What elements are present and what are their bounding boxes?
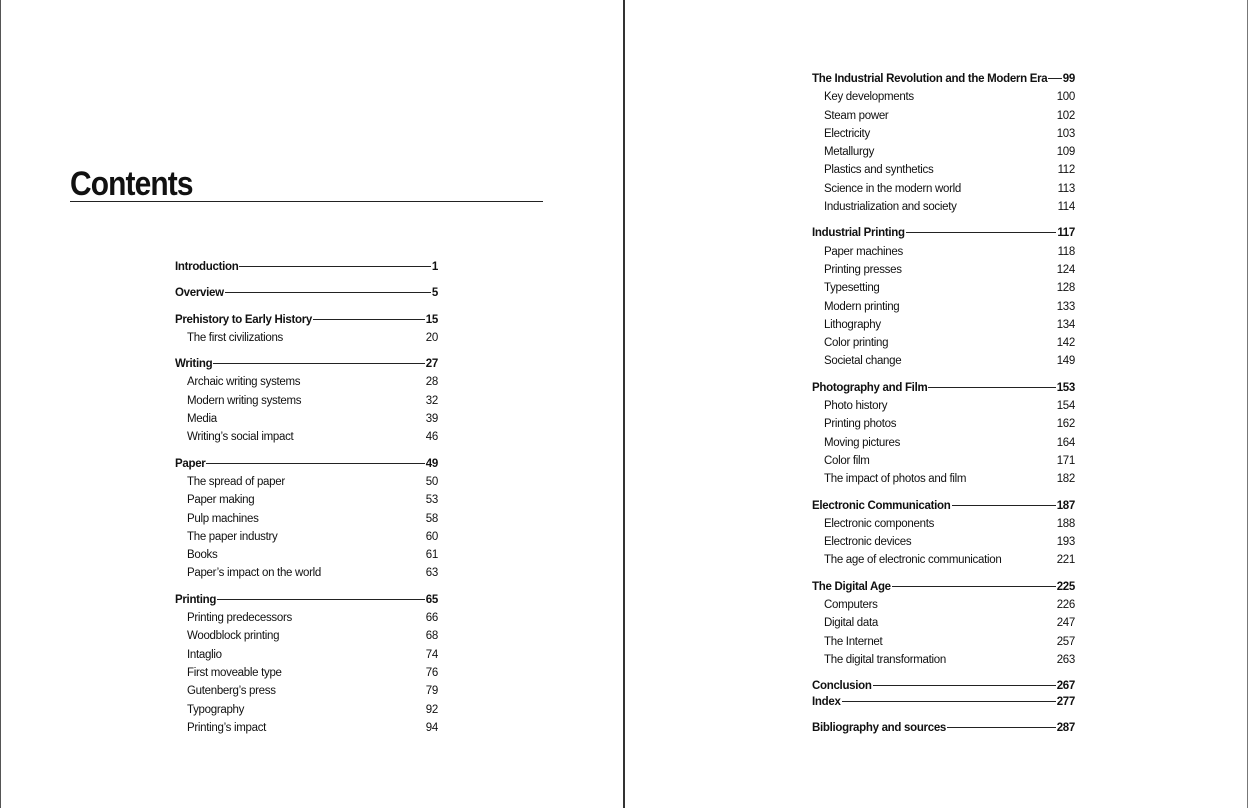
subsection-title: Lithography bbox=[824, 318, 881, 331]
toc-section bbox=[175, 284, 438, 302]
subsection-title: Gutenberg’s press bbox=[187, 685, 276, 698]
chapter-page-number: 117 bbox=[1057, 227, 1075, 240]
subsection-page-number: 162 bbox=[1056, 418, 1075, 431]
subsection-title: Archaic writing systems bbox=[187, 376, 301, 389]
toc-chapter-entry[interactable] bbox=[175, 311, 438, 329]
toc-section bbox=[812, 379, 1075, 489]
subsection-title: Moving pictures bbox=[824, 436, 901, 449]
toc-subsection-entry[interactable] bbox=[812, 125, 1075, 143]
chapter-title: Industrial Printing bbox=[812, 227, 905, 240]
chapter-page-number: 27 bbox=[425, 358, 438, 371]
page-title: Contents bbox=[70, 165, 193, 203]
chapter-title: Prehistory to Early History bbox=[175, 313, 312, 326]
subsection-page-number: 109 bbox=[1056, 146, 1075, 159]
leader-line bbox=[213, 363, 425, 364]
toc-subsection-entry[interactable] bbox=[812, 434, 1075, 452]
leader-line bbox=[842, 701, 1056, 702]
toc-subsection-entry[interactable] bbox=[175, 701, 438, 719]
subsection-title: Electronic components bbox=[824, 517, 935, 530]
subsection-page-number: 128 bbox=[1056, 282, 1075, 295]
subsection-page-number: 68 bbox=[425, 630, 438, 643]
leader-line bbox=[906, 232, 1057, 233]
toc-subsection-entry[interactable] bbox=[175, 410, 438, 428]
toc-section bbox=[175, 591, 438, 737]
toc-subsection-entry[interactable] bbox=[812, 298, 1075, 316]
subsection-title: Woodblock printing bbox=[187, 630, 280, 643]
subsection-page-number: 193 bbox=[1056, 536, 1075, 549]
toc-subsection-entry[interactable] bbox=[175, 392, 438, 410]
toc-chapter-entry[interactable] bbox=[812, 70, 1075, 88]
chapter-title: Introduction bbox=[175, 261, 239, 273]
toc-subsection-entry[interactable] bbox=[812, 198, 1075, 216]
subsection-page-number: 102 bbox=[1056, 109, 1075, 122]
subsection-title: The Internet bbox=[824, 635, 883, 648]
toc-section bbox=[812, 719, 1075, 737]
subsection-title: Plastics and synthetics bbox=[824, 164, 934, 177]
subsection-page-number: 112 bbox=[1057, 164, 1075, 177]
subsection-page-number: 92 bbox=[425, 703, 438, 716]
subsection-page-number: 124 bbox=[1056, 263, 1075, 276]
subsection-page-number: 113 bbox=[1057, 182, 1075, 195]
subsection-title: Books bbox=[187, 549, 218, 562]
subsection-title: The impact of photos and film bbox=[824, 473, 967, 486]
toc-section bbox=[812, 70, 1075, 216]
subsection-title: The spread of paper bbox=[187, 475, 285, 488]
subsection-title: Photo history bbox=[824, 400, 888, 413]
leader-line bbox=[217, 599, 425, 600]
toc-subsection-entry[interactable] bbox=[812, 415, 1075, 433]
toc-subsection-entry[interactable] bbox=[812, 243, 1075, 261]
toc-subsection-entry[interactable] bbox=[812, 397, 1075, 415]
toc-subsection-entry[interactable] bbox=[812, 279, 1075, 297]
subsection-page-number: 58 bbox=[425, 512, 438, 525]
subsection-title: Digital data bbox=[824, 617, 878, 630]
toc-subsection-entry[interactable] bbox=[175, 682, 438, 700]
subsection-title: The first civilizations bbox=[187, 331, 283, 344]
chapter-title: Photography and Film bbox=[812, 381, 928, 394]
toc-subsection-entry[interactable] bbox=[812, 261, 1075, 279]
chapter-title: Paper bbox=[175, 457, 206, 470]
toc-chapter-entry[interactable] bbox=[812, 379, 1075, 397]
toc-subsection-entry[interactable] bbox=[812, 316, 1075, 334]
leader-line bbox=[313, 319, 425, 320]
chapter-page-number: 1 bbox=[431, 261, 438, 273]
chapter-title: Bibliography and sources bbox=[812, 721, 947, 734]
subsection-page-number: 50 bbox=[425, 475, 438, 488]
chapter-page-number: 225 bbox=[1056, 580, 1075, 593]
contents-heading-block bbox=[70, 165, 543, 202]
toc-section bbox=[812, 497, 1075, 570]
subsection-page-number: 103 bbox=[1056, 127, 1075, 140]
leader-line bbox=[873, 685, 1056, 686]
toc-section bbox=[175, 311, 438, 348]
subsection-title: Key developments bbox=[824, 91, 914, 104]
toc-left-page bbox=[175, 258, 438, 737]
subsection-title: First moveable type bbox=[187, 666, 282, 679]
subsection-page-number: 94 bbox=[425, 721, 438, 734]
leader-line bbox=[952, 505, 1056, 506]
chapter-title: The Industrial Revolution and the Modern Era bbox=[812, 73, 1048, 85]
toc-chapter-entry[interactable] bbox=[175, 355, 438, 373]
toc-subsection-entry[interactable] bbox=[175, 428, 438, 446]
toc-subsection-entry[interactable] bbox=[812, 88, 1075, 106]
subsection-title: Color printing bbox=[824, 337, 889, 350]
toc-chapter-entry[interactable] bbox=[812, 224, 1075, 242]
subsection-title: Modern printing bbox=[824, 300, 900, 313]
subsection-page-number: 142 bbox=[1056, 337, 1075, 350]
subsection-page-number: 79 bbox=[425, 685, 438, 698]
toc-subsection-entry[interactable] bbox=[812, 596, 1075, 614]
toc-subsection-entry[interactable] bbox=[812, 352, 1075, 370]
toc-subsection-entry[interactable] bbox=[175, 627, 438, 645]
toc-subsection-entry[interactable] bbox=[812, 515, 1075, 533]
subsection-page-number: 20 bbox=[425, 331, 438, 344]
toc-chapter-entry[interactable] bbox=[812, 719, 1075, 737]
toc-subsection-entry[interactable] bbox=[812, 334, 1075, 352]
leader-line bbox=[947, 727, 1056, 728]
chapter-title: Overview bbox=[175, 287, 224, 300]
toc-section bbox=[812, 578, 1075, 669]
toc-subsection-entry[interactable] bbox=[175, 719, 438, 737]
toc-right-page bbox=[812, 70, 1075, 737]
subsection-page-number: 263 bbox=[1056, 653, 1075, 666]
toc-subsection-entry[interactable] bbox=[812, 614, 1075, 632]
toc-subsection-entry[interactable] bbox=[175, 329, 438, 347]
subsection-page-number: 188 bbox=[1056, 517, 1075, 530]
toc-subsection-entry[interactable] bbox=[812, 180, 1075, 198]
toc-subsection-entry[interactable] bbox=[175, 528, 438, 546]
toc-subsection-entry[interactable] bbox=[175, 491, 438, 509]
chapter-page-number: 49 bbox=[425, 457, 438, 470]
chapter-title: Index bbox=[812, 695, 841, 708]
subsection-page-number: 66 bbox=[425, 612, 438, 625]
chapter-page-number: 65 bbox=[425, 593, 438, 606]
subsection-page-number: 118 bbox=[1057, 245, 1075, 258]
subsection-title: Intaglio bbox=[187, 648, 222, 661]
right-page-edge bbox=[1247, 0, 1248, 808]
toc-chapter-entry[interactable] bbox=[812, 578, 1075, 596]
leader-line bbox=[225, 292, 431, 293]
subsection-page-number: 247 bbox=[1056, 617, 1075, 630]
chapter-page-number: 99 bbox=[1062, 73, 1075, 85]
subsection-page-number: 257 bbox=[1056, 635, 1075, 648]
subsection-page-number: 61 bbox=[425, 549, 438, 562]
toc-chapter-entry[interactable] bbox=[175, 284, 438, 302]
book-spine bbox=[623, 0, 625, 808]
toc-section bbox=[812, 224, 1075, 370]
subsection-page-number: 39 bbox=[425, 413, 438, 426]
toc-chapter-entry[interactable] bbox=[175, 258, 438, 276]
subsection-title: Printing photos bbox=[824, 418, 897, 431]
toc-subsection-entry[interactable] bbox=[175, 546, 438, 564]
toc-section bbox=[175, 258, 438, 276]
toc-subsection-entry[interactable] bbox=[812, 651, 1075, 669]
subsection-title: Modern writing systems bbox=[187, 394, 302, 407]
toc-subsection-entry[interactable] bbox=[812, 470, 1075, 488]
subsection-title: Paper making bbox=[187, 494, 255, 507]
chapter-page-number: 287 bbox=[1056, 721, 1075, 734]
toc-subsection-entry[interactable] bbox=[812, 633, 1075, 651]
chapter-title: Writing bbox=[175, 358, 213, 371]
subsection-page-number: 28 bbox=[425, 376, 438, 389]
subsection-title: Color film bbox=[824, 454, 870, 467]
chapter-page-number: 277 bbox=[1056, 695, 1075, 708]
subsection-title: Metallurgy bbox=[824, 146, 875, 159]
subsection-page-number: 226 bbox=[1056, 599, 1075, 612]
subsection-page-number: 32 bbox=[425, 394, 438, 407]
subsection-title: The paper industry bbox=[187, 530, 278, 543]
leader-line bbox=[1048, 78, 1061, 79]
subsection-page-number: 134 bbox=[1056, 318, 1075, 331]
chapter-title: Conclusion bbox=[812, 680, 872, 693]
chapter-page-number: 153 bbox=[1056, 381, 1075, 394]
toc-section bbox=[175, 455, 438, 583]
toc-subsection-entry[interactable] bbox=[175, 373, 438, 391]
leader-line bbox=[892, 586, 1056, 587]
left-page-edge bbox=[0, 0, 1, 808]
subsection-title: Media bbox=[187, 413, 217, 426]
subsection-page-number: 76 bbox=[425, 666, 438, 679]
subsection-page-number: 100 bbox=[1056, 91, 1075, 104]
toc-subsection-entry[interactable] bbox=[812, 533, 1075, 551]
subsection-title: The age of electronic communication bbox=[824, 554, 1002, 567]
chapter-page-number: 15 bbox=[425, 313, 438, 326]
subsection-page-number: 133 bbox=[1056, 300, 1075, 313]
subsection-title: Typesetting bbox=[824, 282, 880, 295]
toc-chapter-entry[interactable] bbox=[812, 693, 1075, 711]
subsection-title: Societal change bbox=[824, 355, 902, 368]
subsection-page-number: 114 bbox=[1057, 201, 1075, 214]
subsection-title: Writing’s social impact bbox=[187, 431, 294, 444]
toc-section bbox=[812, 693, 1075, 711]
toc-subsection-entry[interactable] bbox=[812, 452, 1075, 470]
toc-subsection-entry[interactable] bbox=[812, 143, 1075, 161]
subsection-page-number: 182 bbox=[1056, 473, 1075, 486]
leader-line bbox=[928, 387, 1055, 388]
toc-subsection-entry[interactable] bbox=[812, 161, 1075, 179]
subsection-page-number: 60 bbox=[425, 530, 438, 543]
toc-subsection-entry[interactable] bbox=[175, 564, 438, 582]
toc-subsection-entry[interactable] bbox=[175, 664, 438, 682]
chapter-title: Electronic Communication bbox=[812, 499, 951, 512]
subsection-page-number: 53 bbox=[425, 494, 438, 507]
subsection-page-number: 46 bbox=[425, 431, 438, 444]
toc-subsection-entry[interactable] bbox=[175, 646, 438, 664]
subsection-title: Paper machines bbox=[824, 245, 903, 258]
leader-line bbox=[239, 266, 430, 267]
subsection-title: Printing’s impact bbox=[187, 721, 267, 734]
toc-chapter-entry[interactable] bbox=[175, 455, 438, 473]
subsection-title: Science in the modern world bbox=[824, 182, 962, 195]
chapter-title: The Digital Age bbox=[812, 580, 891, 593]
subsection-title: Steam power bbox=[824, 109, 889, 122]
toc-subsection-entry[interactable] bbox=[812, 107, 1075, 125]
subsection-page-number: 154 bbox=[1056, 400, 1075, 413]
toc-subsection-entry[interactable] bbox=[175, 510, 438, 528]
toc-chapter-entry[interactable] bbox=[812, 497, 1075, 515]
chapter-title: Printing bbox=[175, 593, 217, 606]
subsection-page-number: 149 bbox=[1056, 355, 1075, 368]
chapter-page-number: 187 bbox=[1056, 499, 1075, 512]
subsection-title: Printing presses bbox=[824, 263, 902, 276]
subsection-page-number: 74 bbox=[425, 648, 438, 661]
subsection-title: Computers bbox=[824, 599, 878, 612]
chapter-page-number: 267 bbox=[1056, 680, 1075, 693]
toc-subsection-entry[interactable] bbox=[175, 473, 438, 491]
subsection-title: Industrialization and society bbox=[824, 201, 957, 214]
subsection-page-number: 221 bbox=[1056, 554, 1075, 567]
subsection-title: Typography bbox=[187, 703, 245, 716]
toc-subsection-entry[interactable] bbox=[812, 551, 1075, 569]
subsection-page-number: 164 bbox=[1056, 436, 1075, 449]
subsection-title: Electricity bbox=[824, 127, 870, 140]
subsection-title: Printing predecessors bbox=[187, 612, 292, 625]
subsection-title: The digital transformation bbox=[824, 653, 946, 666]
subsection-title: Pulp machines bbox=[187, 512, 259, 525]
subsection-title: Electronic devices bbox=[824, 536, 912, 549]
leader-line bbox=[206, 463, 424, 464]
toc-section bbox=[175, 355, 438, 446]
toc-chapter-entry[interactable] bbox=[175, 591, 438, 609]
subsection-title: Paper’s impact on the world bbox=[187, 567, 322, 580]
chapter-page-number: 5 bbox=[431, 287, 438, 300]
subsection-page-number: 171 bbox=[1056, 454, 1075, 467]
toc-subsection-entry[interactable] bbox=[175, 609, 438, 627]
subsection-page-number: 63 bbox=[425, 567, 438, 580]
